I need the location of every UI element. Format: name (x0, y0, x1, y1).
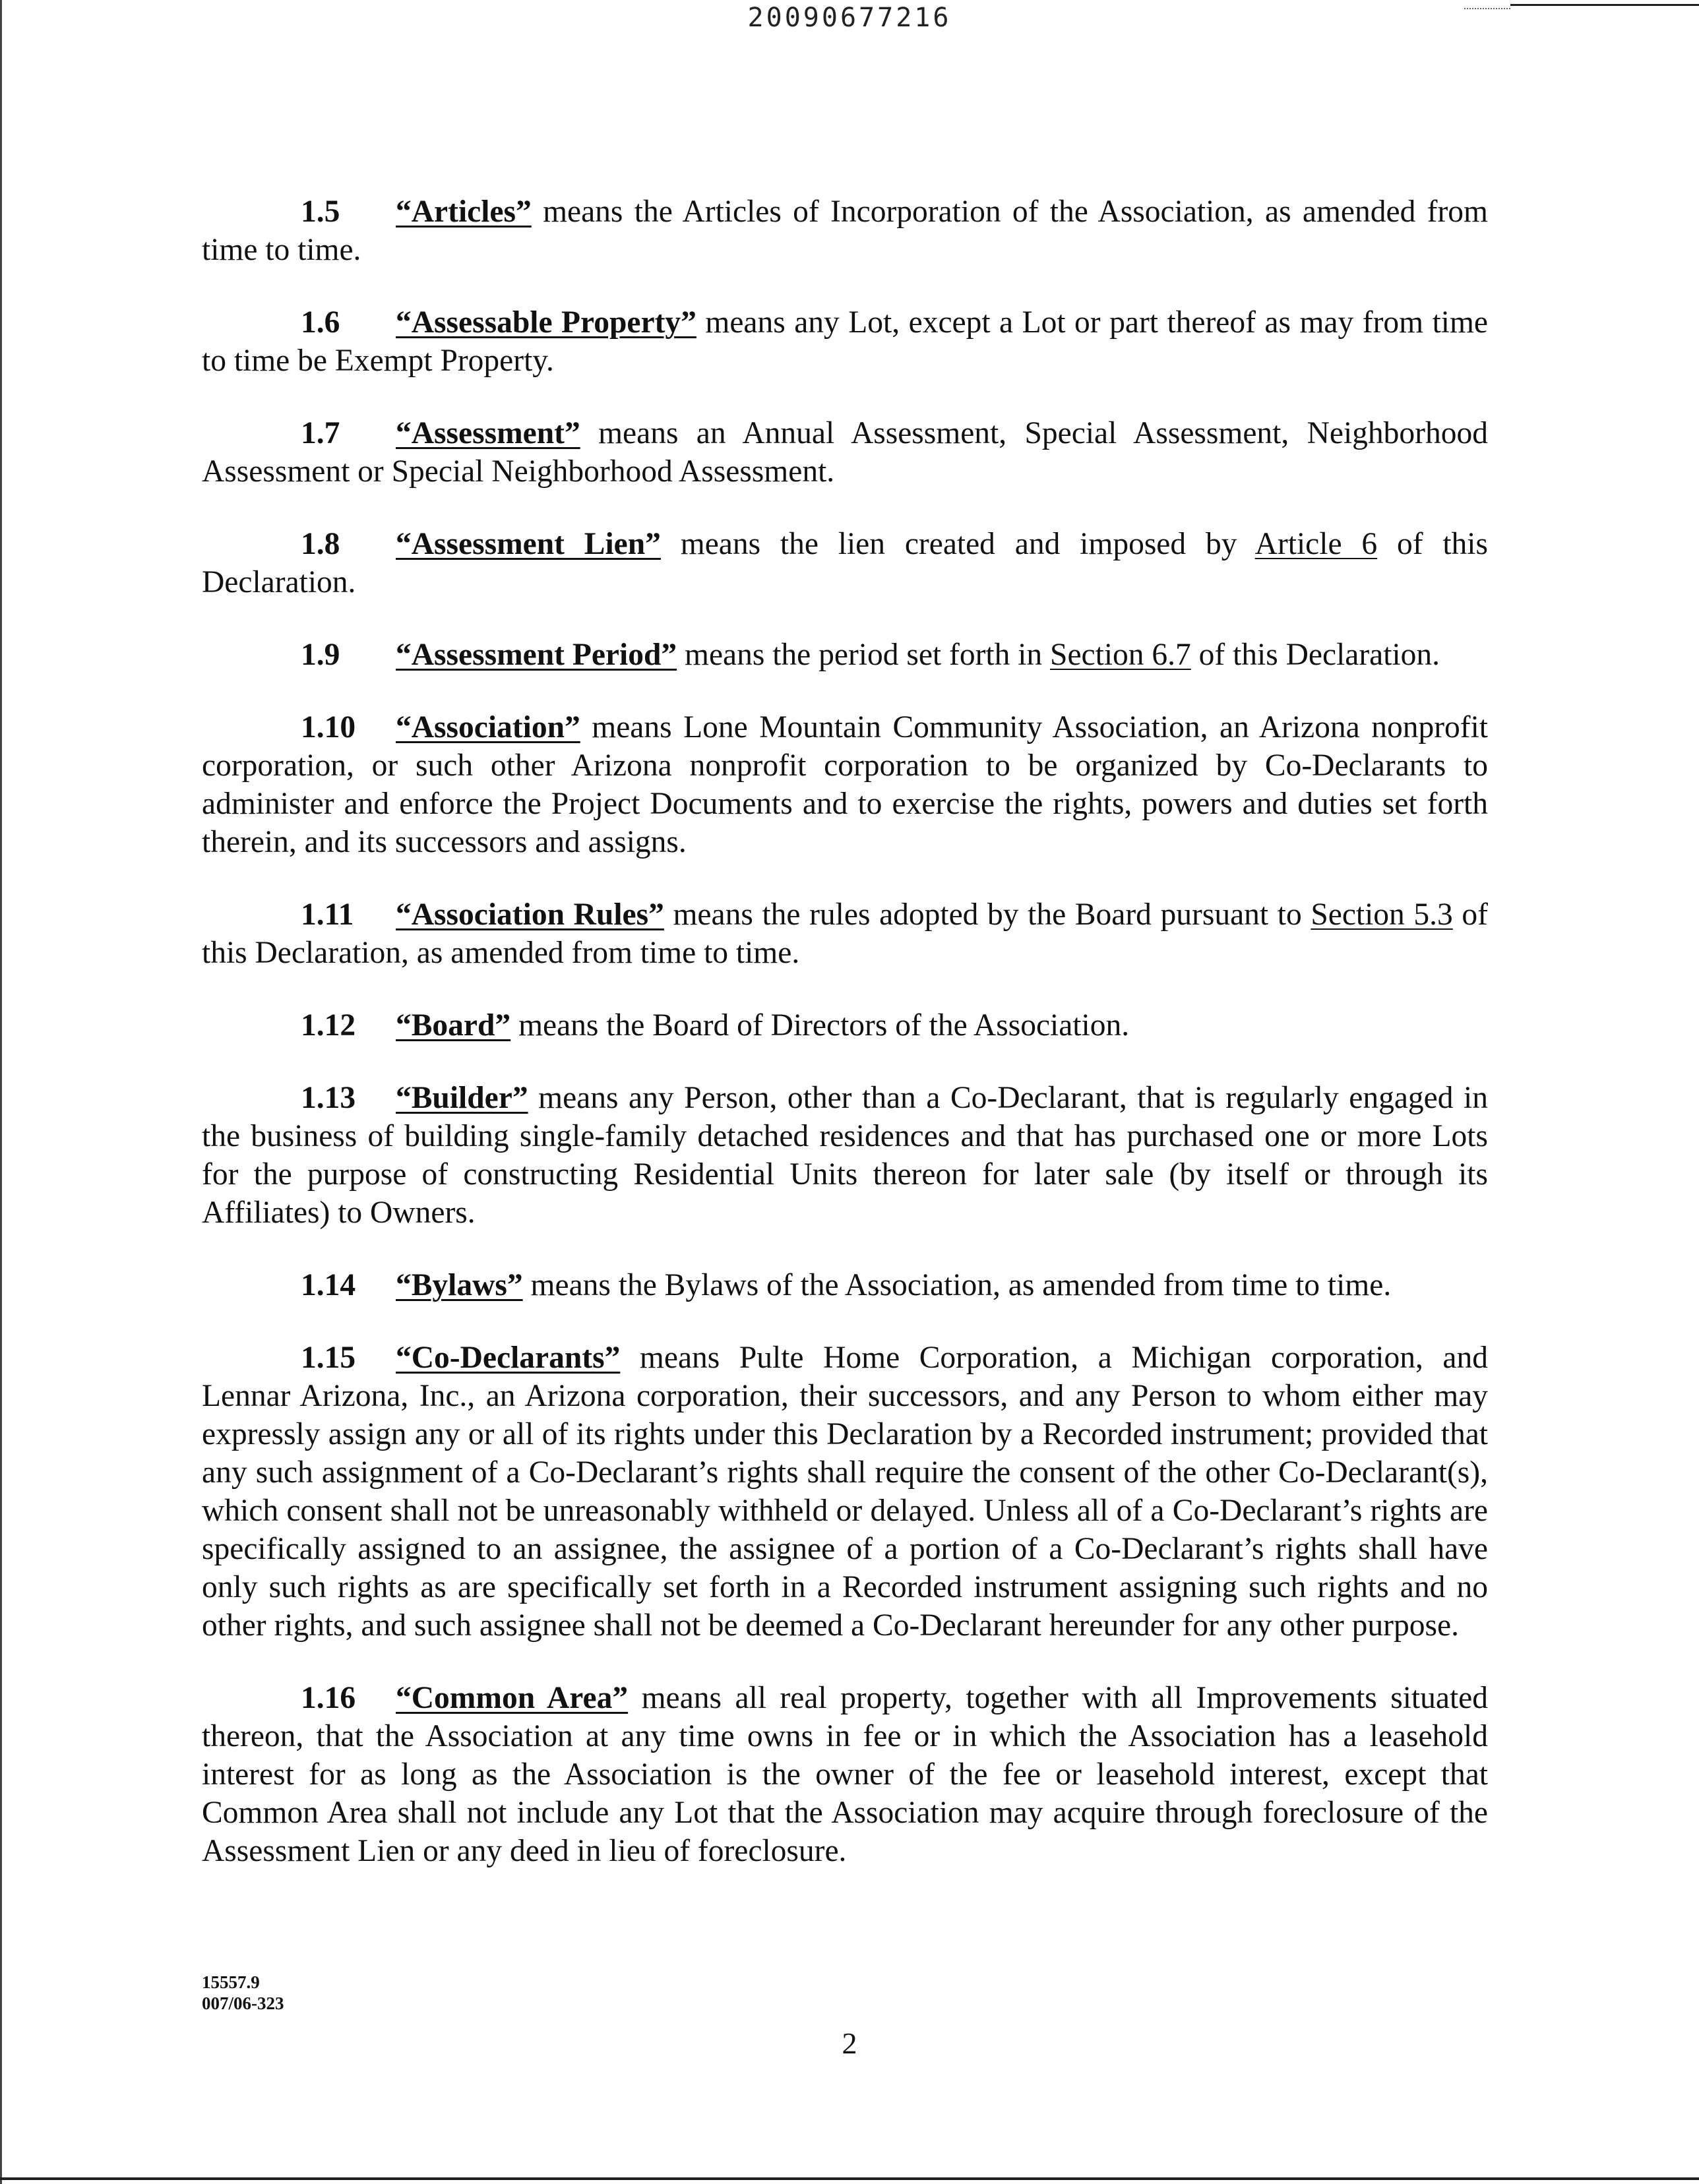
definition-text: of this Declaration. (202, 527, 1488, 599)
defined-term: “Articles” (396, 195, 532, 229)
footer-document-codes (202, 1972, 284, 2014)
defined-term: “Builder” (396, 1081, 528, 1115)
definition-paragraph (202, 1006, 1488, 1045)
definition-text: means the period set forth in (677, 638, 1051, 672)
section-number: 1.7 (301, 416, 340, 450)
section-number: 1.13 (301, 1081, 356, 1115)
section-number: 1.16 (301, 1681, 356, 1715)
page-number: 2 (842, 2026, 857, 2060)
scan-left-edge (0, 0, 2, 2184)
defined-term: “Assessment” (396, 416, 580, 450)
definition-paragraph (202, 1339, 1488, 1645)
definition-text: of this Declaration. (1190, 638, 1440, 672)
cross-reference: Section 5.3 (1311, 897, 1453, 932)
cross-reference: Section 6.7 (1050, 638, 1191, 672)
scan-bottom-rule (0, 2177, 1699, 2180)
definition-text: means Lone Mountain Community Association, an Arizona nonprofit corporation, or such other Arizona nonprofit corporation to be organized by Co-Declarants to administer and enforce the Project Documents and to exercise the rights, powers and duties set forth therein, and its successors and assigns. (202, 710, 1488, 859)
definition-text: means the lien created and imposed by (660, 527, 1255, 561)
defined-term: “Association Rules” (396, 897, 664, 932)
definition-text: means an Annual Assessment, Special Assessment, Neighborhood Assessment or Special Neighborhood Assessment. (202, 416, 1488, 489)
definition-paragraph (202, 193, 1488, 269)
definition-text: means the Articles of Incorporation of the Association, as amended from time to time. (202, 195, 1488, 267)
section-number: 1.10 (301, 710, 356, 744)
recording-number: 20090677216 (747, 3, 952, 33)
section-number: 1.8 (301, 527, 340, 561)
defined-term: “Assessment Lien” (396, 527, 661, 561)
definition-text: means Pulte Home Corporation, a Michigan corporation, and Lennar Arizona, Inc., an Arizona corporation, their successors, and any Person to whom either may expressly assign any or all of its rights under this Declaration by a Recorded instrument; provided that any such assignment of a Co-Declarant’s rights shall require the consent of the other Co-Declarant(s), which consent shall not be unreasonably withheld or delayed. Unless all of a Co-Declarant’s rights are specifically assigned to an assignee, the assignee of a portion of a Co-Declarant’s rights shall have only such rights as are specifically set forth in a Recorded instrument assigning such rights and no other rights, and such assignee shall not be deemed a Co-Declarant hereunder for any other purpose. (202, 1341, 1488, 1643)
section-number: 1.15 (301, 1341, 356, 1375)
defined-term: “Common Area” (396, 1681, 629, 1715)
defined-term: “Association” (396, 710, 580, 744)
cross-reference: Article 6 (1254, 527, 1378, 561)
definition-paragraph (202, 1079, 1488, 1232)
definition-paragraph (202, 525, 1488, 601)
definition-text: means all real property, together with all Improvements situated thereon, that the Association at any time owns in fee or in which the Association has a leasehold interest for as long as the Association is the owner of the fee or leasehold interest, except that Common Area shall not include any Lot that the Association may acquire through foreclosure of the Assessment Lien or any deed in lieu of foreclosure. (202, 1681, 1488, 1868)
definition-text: of this Declaration, as amended from time to time. (202, 897, 1488, 970)
definition-paragraph (202, 303, 1488, 380)
definition-text: means any Person, other than a Co-Declarant, that is regularly engaged in the business of building single-family detached residences and that has purchased one or more Lots for the purpose of constructing Residential Units thereon for later sale (by itself or through its Affiliates) to Owners. (202, 1081, 1488, 1230)
defined-term: “Assessment Period” (396, 638, 677, 672)
definition-paragraph (202, 414, 1488, 491)
definition-paragraph (202, 1679, 1488, 1870)
footer-code-line-1: 15557.9 (202, 1972, 260, 1992)
section-number: 1.11 (301, 897, 354, 932)
section-number: 1.6 (301, 305, 340, 340)
defined-term: “Assessable Property” (396, 305, 696, 340)
definition-text: means the rules adopted by the Board pursuant to (664, 897, 1311, 932)
section-number: 1.5 (301, 195, 340, 229)
section-number: 1.9 (301, 638, 340, 672)
definition-text: means the Bylaws of the Association, as amended from time to time. (522, 1268, 1392, 1302)
section-number: 1.14 (301, 1268, 356, 1302)
definition-paragraph (202, 636, 1488, 674)
definition-paragraph (202, 895, 1488, 972)
definitions-list (202, 193, 1488, 1904)
definition-paragraph (202, 1266, 1488, 1304)
definition-paragraph (202, 708, 1488, 861)
definition-text: means any Lot, except a Lot or part thereof as may from time to time be Exempt Property. (202, 305, 1488, 378)
footer-code-line-2: 007/06-323 (202, 1993, 284, 2013)
defined-term: “Co-Declarants” (396, 1341, 621, 1375)
section-number: 1.12 (301, 1008, 356, 1043)
defined-term: “Bylaws” (396, 1268, 523, 1302)
defined-term: “Board” (396, 1008, 511, 1043)
definition-text: means the Board of Directors of the Association. (510, 1008, 1130, 1043)
